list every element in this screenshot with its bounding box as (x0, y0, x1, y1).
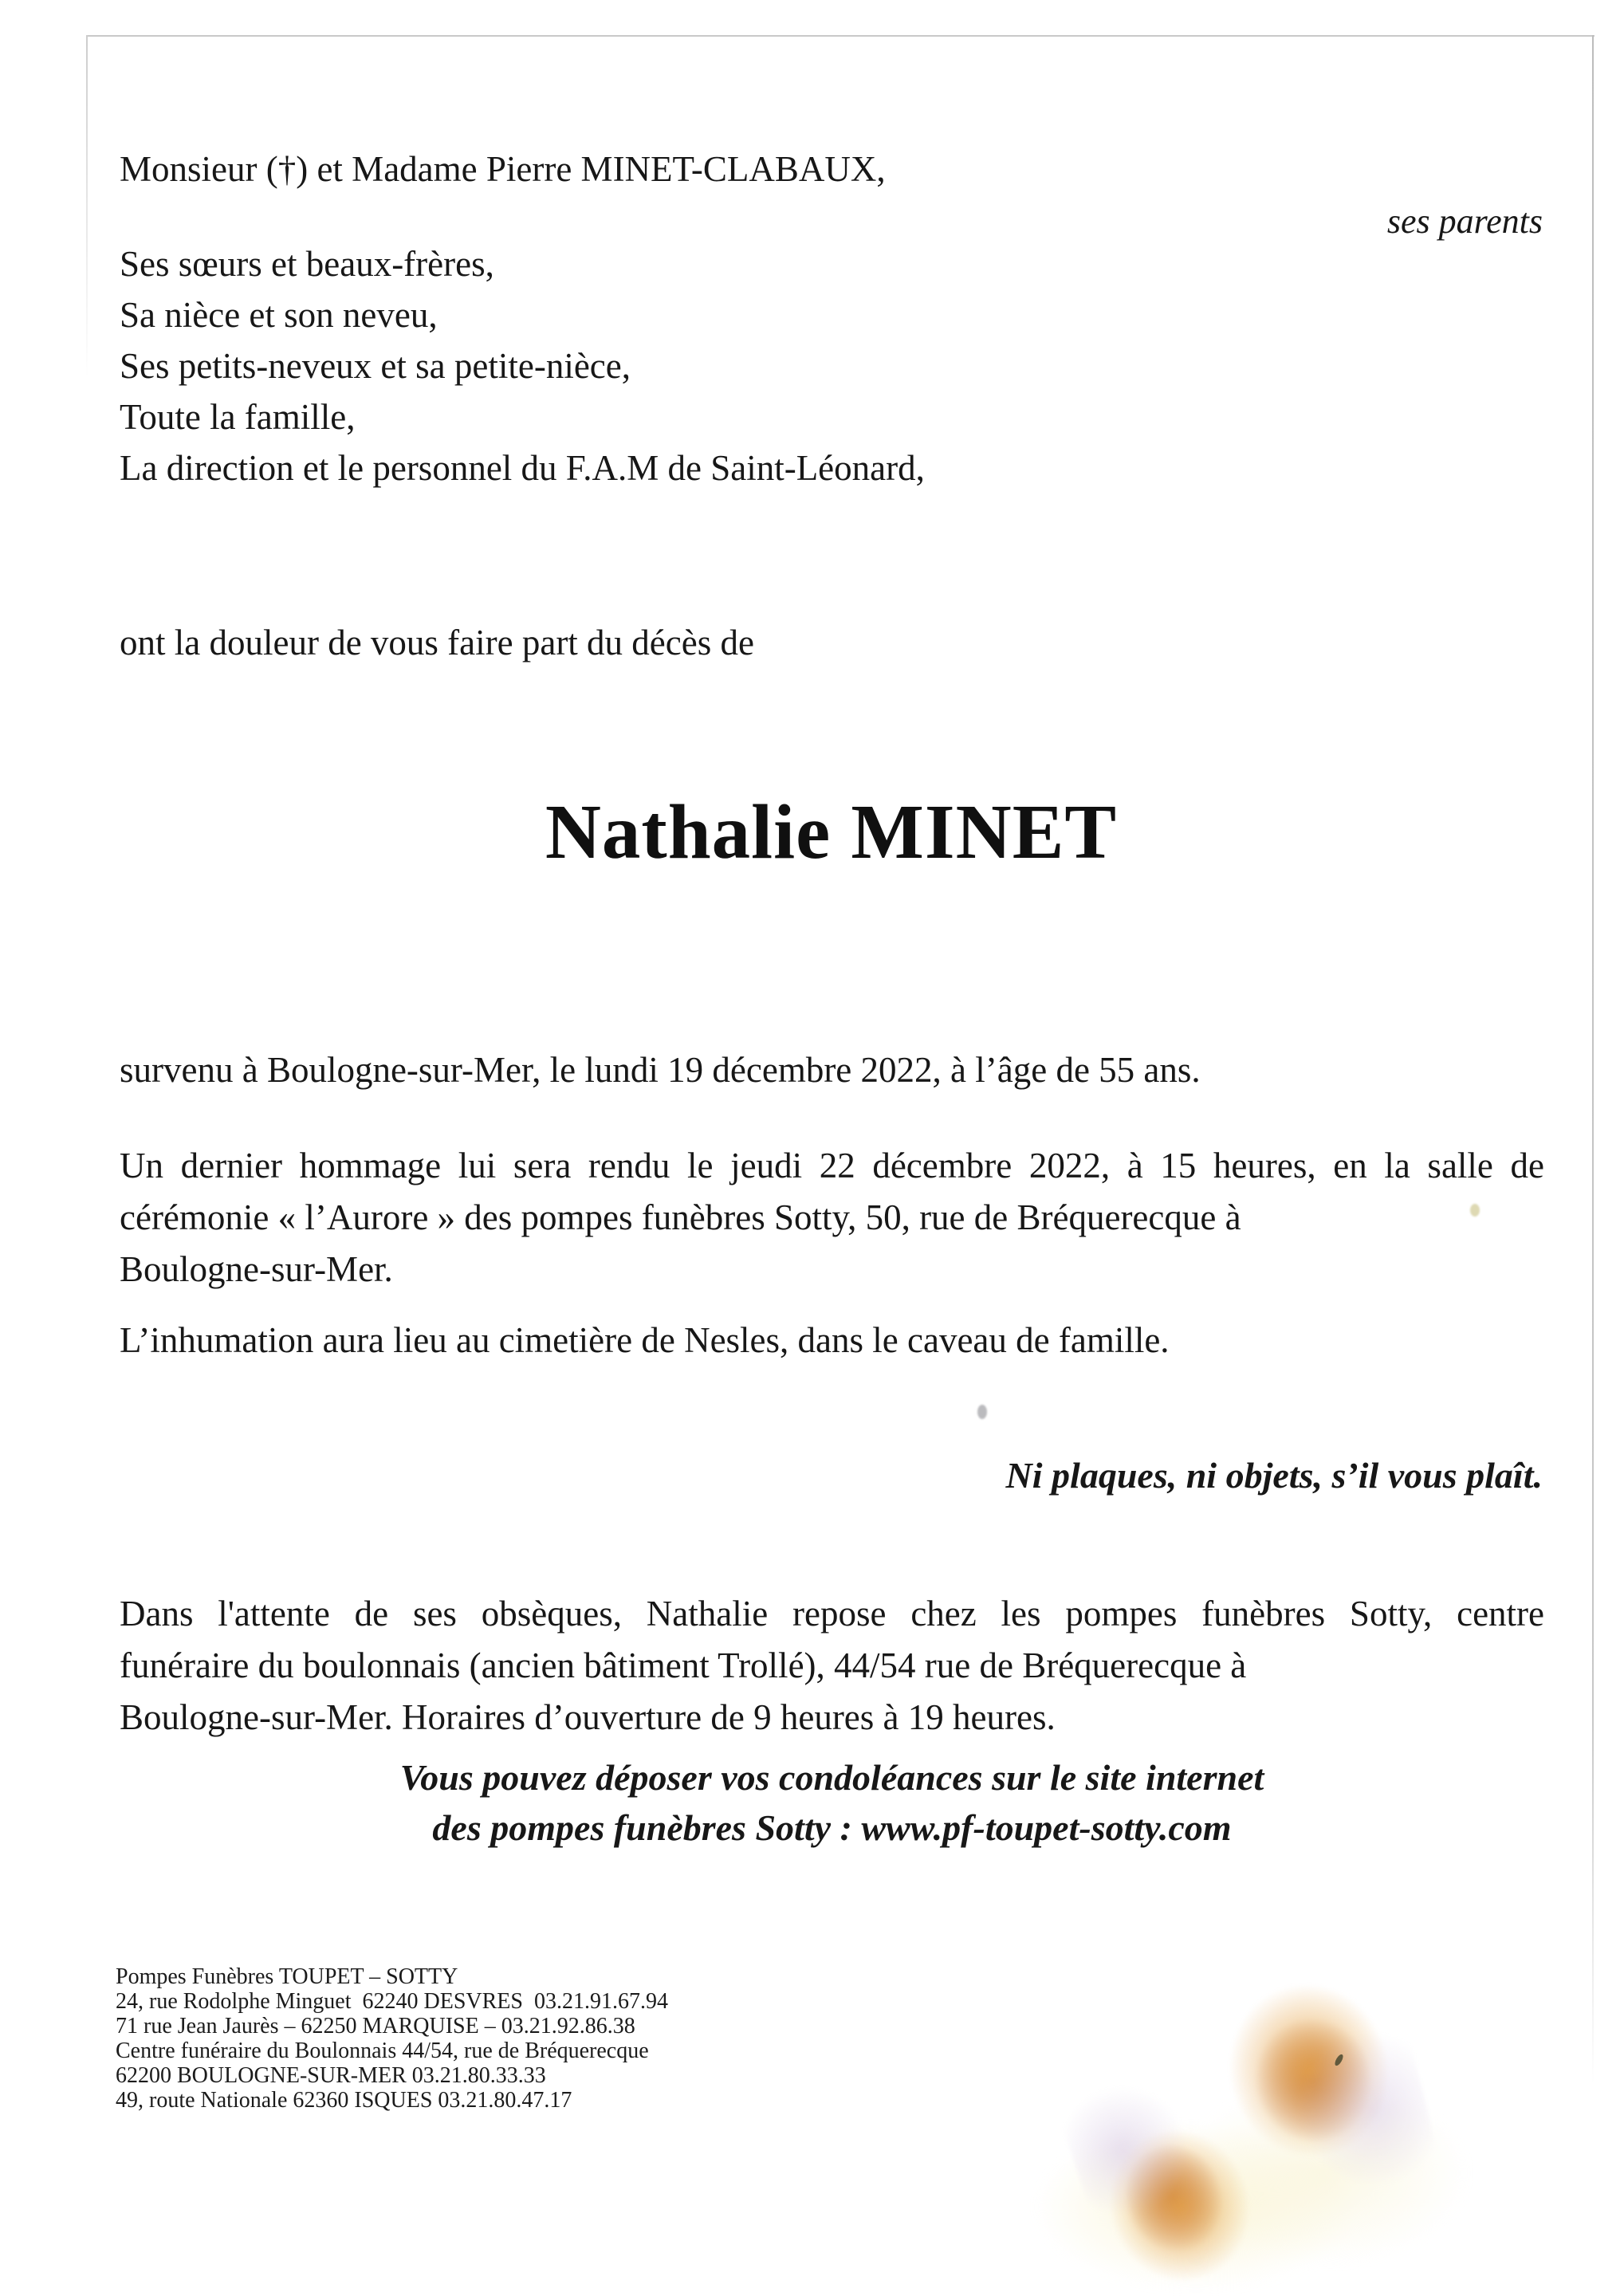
funeral-home-address: Centre funéraire du Boulonnais 44/54, rue de Bréquerecque (116, 2038, 649, 2063)
family-line: Toute la famille, (120, 397, 356, 437)
death-details-line: survenu à Boulogne-sur-Mer, le lundi 19 décembre 2022, à l’âge de 55 ans. (120, 1050, 1201, 1090)
burial-line: L’inhumation aura lieu au cimetière de Nesles, dans le caveau de famille. (120, 1320, 1170, 1360)
no-plaques-request: Ni plaques, ni objets, s’il vous plaît. (1005, 1455, 1543, 1496)
ceremony-line: Un dernier hommage lui sera rendu le jeudi 22 décembre 2022, à 15 heures, en la salle de (120, 1146, 1544, 1185)
repose-line: funéraire du boulonnais (ancien bâtiment Trollé), 44/54 rue de Bréquerecque à (120, 1645, 1247, 1685)
repose-paragraph (120, 1588, 1544, 1744)
parents-line: Monsieur (†) et Madame Pierre MINET-CLABAUX, (120, 149, 886, 189)
relation-label: ses parents (1386, 202, 1543, 241)
funeral-home-address: 71 rue Jean Jaurès – 62250 MARQUISE – 03.21.92.86.38 (116, 2014, 635, 2038)
scan-speck (1470, 1204, 1480, 1217)
funeral-home-contact-block (116, 1964, 668, 2113)
scan-border-left (86, 35, 88, 378)
scan-border-top (86, 35, 1595, 37)
family-line: Ses sœurs et beaux-frères, (120, 244, 494, 284)
funeral-home-address: 49, route Nationale 62360 ISQUES 03.21.80.47.17 (116, 2088, 572, 2113)
funeral-home-address: 62200 BOULOGNE-SUR-MER 03.21.80.33.33 (116, 2063, 546, 2088)
condolences-note (120, 1752, 1544, 1853)
scan-speck (977, 1405, 987, 1419)
condolences-website-line: des pompes funèbres Sotty : www.pf-toupet-sotty.com (432, 1807, 1232, 1848)
ceremony-line: cérémonie « l’Aurore » des pompes funèbres Sotty, 50, rue de Bréquerecque à (120, 1197, 1241, 1237)
deceased-name: Nathalie MINET (545, 789, 1118, 875)
condolences-line: Vous pouvez déposer vos condoléances sur le site internet (399, 1757, 1264, 1798)
announcement-line: ont la douleur de vous faire part du décès de (120, 623, 754, 662)
ceremony-line: Boulogne-sur-Mer. (120, 1249, 393, 1289)
family-line: Ses petits-neveux et sa petite-nièce, (120, 346, 631, 386)
scan-border-right (1592, 35, 1594, 2084)
repose-line: Dans l'attente de ses obsèques, Nathalie repose chez les pompes funèbres Sotty, centre (120, 1594, 1544, 1634)
funeral-home-name: Pompes Funèbres TOUPET – SOTTY (116, 1964, 458, 1989)
ceremony-paragraph (120, 1140, 1544, 1295)
repose-line: Boulogne-sur-Mer. Horaires d’ouverture de 9 heures à 19 heures. (120, 1697, 1056, 1737)
funeral-home-address: 24, rue Rodolphe Minguet 62240 DESVRES 03.21.91.67.94 (116, 1989, 668, 2014)
family-line: Sa nièce et son neveu, (120, 295, 438, 335)
family-line: La direction et le personnel du F.A.M de Saint-Léonard, (120, 448, 925, 488)
family-list (120, 238, 925, 493)
